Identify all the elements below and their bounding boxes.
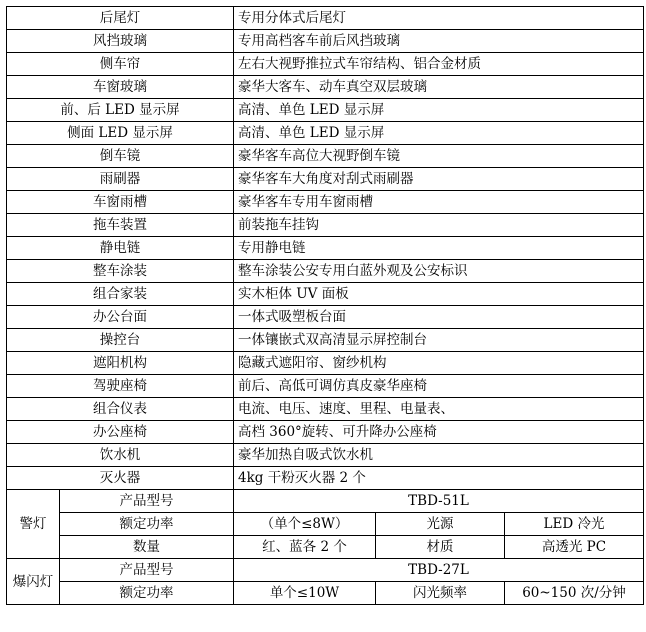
strobe-light-freq: 60~150 次/分钟: [505, 582, 644, 605]
strobe-light-row-model: [7, 559, 644, 582]
item-name: 组合仪表: [7, 398, 234, 421]
item-name: 办公台面: [7, 306, 234, 329]
warning-light-power: （单个≤8W）: [234, 513, 376, 536]
item-desc: 电流、电压、速度、里程、电量表、: [234, 398, 644, 421]
table-row: [7, 145, 644, 168]
warning-light-power-label: 额定功率: [60, 513, 234, 536]
warning-light-material-label: 材质: [376, 536, 505, 559]
item-desc: 专用高档客车前后风挡玻璃: [234, 30, 644, 53]
strobe-light-freq-label: 闪光频率: [376, 582, 505, 605]
spec-rows: [7, 7, 644, 605]
table-row: [7, 191, 644, 214]
table-row: [7, 375, 644, 398]
item-name: 驾驶座椅: [7, 375, 234, 398]
item-name: 侧车帘: [7, 53, 234, 76]
item-name: 拖车装置: [7, 214, 234, 237]
item-name: 组合家装: [7, 283, 234, 306]
item-desc: 豪华客车大角度对刮式雨刷器: [234, 168, 644, 191]
item-name: 车窗雨槽: [7, 191, 234, 214]
item-name: 饮水机: [7, 444, 234, 467]
item-desc: 4kg 干粉灭火器 2 个: [234, 467, 644, 490]
table-row: [7, 122, 644, 145]
item-name: 静电链: [7, 237, 234, 260]
item-desc: 隐藏式遮阳帘、窗纱机构: [234, 352, 644, 375]
table-row: [7, 444, 644, 467]
table-row: [7, 329, 644, 352]
item-desc: 专用静电链: [234, 237, 644, 260]
table-row: [7, 76, 644, 99]
table-row: [7, 352, 644, 375]
item-name: 侧面 LED 显示屏: [7, 122, 234, 145]
warning-light-source-label: 光源: [376, 513, 505, 536]
item-desc: 一体镶嵌式双高清显示屏控制台: [234, 329, 644, 352]
item-name: 车窗玻璃: [7, 76, 234, 99]
table-row: [7, 398, 644, 421]
item-desc: 高清、单色 LED 显示屏: [234, 99, 644, 122]
strobe-light-model: TBD-27L: [234, 559, 644, 582]
table-row: [7, 421, 644, 444]
strobe-light-label: 爆闪灯: [7, 559, 60, 605]
item-desc: 前装拖车挂钩: [234, 214, 644, 237]
item-name: 倒车镜: [7, 145, 234, 168]
warning-light-source: LED 冷光: [505, 513, 644, 536]
warning-light-qty-label: 数量: [60, 536, 234, 559]
strobe-light-row-power: [7, 582, 644, 605]
item-desc: 前后、高低可调仿真皮豪华座椅: [234, 375, 644, 398]
table-row: [7, 214, 644, 237]
item-name: 灭火器: [7, 467, 234, 490]
spec-table: [6, 6, 644, 605]
item-desc: 豪华加热自吸式饮水机: [234, 444, 644, 467]
item-name: 办公座椅: [7, 421, 234, 444]
warning-light-label: 警灯: [7, 490, 60, 559]
item-name: 雨刷器: [7, 168, 234, 191]
table-row: [7, 237, 644, 260]
item-name: 整车涂装: [7, 260, 234, 283]
warning-light-model: TBD-51L: [234, 490, 644, 513]
item-name: 前、后 LED 显示屏: [7, 99, 234, 122]
item-desc: 实木柜体 UV 面板: [234, 283, 644, 306]
item-desc: 豪华客车专用车窗雨槽: [234, 191, 644, 214]
item-desc: 高档 360°旋转、可升降办公座椅: [234, 421, 644, 444]
table-row: [7, 168, 644, 191]
strobe-light-model-label: 产品型号: [60, 559, 234, 582]
item-desc: 豪华客车高位大视野倒车镜: [234, 145, 644, 168]
warning-light-model-label: 产品型号: [60, 490, 234, 513]
spec-table-wrapper: [6, 6, 644, 605]
table-row: [7, 99, 644, 122]
table-row: [7, 30, 644, 53]
strobe-light-power: 单个≤10W: [234, 582, 376, 605]
item-name: 操控台: [7, 329, 234, 352]
item-name: 风挡玻璃: [7, 30, 234, 53]
warning-light-row-power: [7, 513, 644, 536]
item-desc: 一体式吸塑板台面: [234, 306, 644, 329]
item-desc: 整车涂装公安专用白蓝外观及公安标识: [234, 260, 644, 283]
item-desc: 左右大视野推拉式车帘结构、铝合金材质: [234, 53, 644, 76]
table-row: [7, 53, 644, 76]
item-desc: 高清、单色 LED 显示屏: [234, 122, 644, 145]
table-row: [7, 283, 644, 306]
item-name: 遮阳机构: [7, 352, 234, 375]
strobe-light-power-label: 额定功率: [60, 582, 234, 605]
item-name: 后尾灯: [7, 7, 234, 30]
warning-light-row-qty: [7, 536, 644, 559]
item-desc: 豪华大客车、动车真空双层玻璃: [234, 76, 644, 99]
warning-light-material: 高透光 PC: [505, 536, 644, 559]
table-row: [7, 260, 644, 283]
table-row: [7, 306, 644, 329]
table-row: [7, 7, 644, 30]
warning-light-qty: 红、蓝各 2 个: [234, 536, 376, 559]
warning-light-row-model: [7, 490, 644, 513]
table-row: [7, 467, 644, 490]
item-desc: 专用分体式后尾灯: [234, 7, 644, 30]
